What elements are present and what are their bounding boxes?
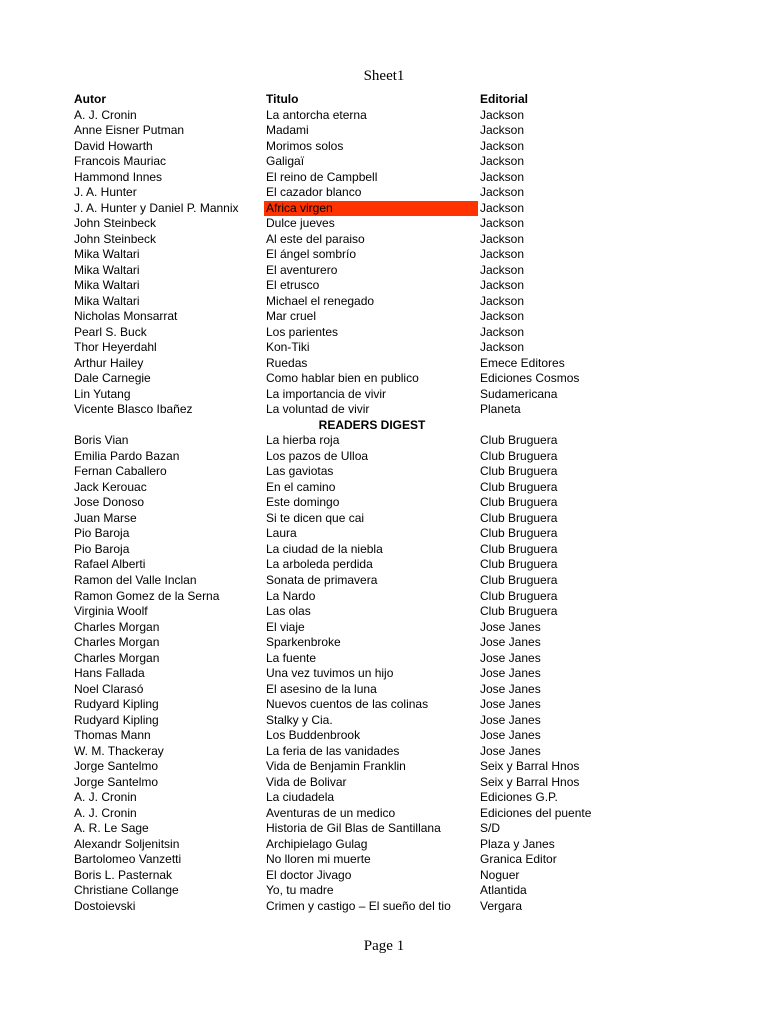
table-row — [72, 899, 632, 915]
column-header-titulo: Titulo — [266, 92, 299, 106]
cell-titulo: El doctor Jivago — [266, 867, 352, 882]
cell-autor: Christiane Collange — [74, 883, 179, 898]
cell-autor: Dale Carnegie — [74, 371, 151, 386]
cell-titulo: Una vez tuvimos un hijo — [266, 666, 394, 681]
table-row — [72, 821, 632, 837]
cell-titulo: La Nardo — [266, 588, 316, 603]
cell-autor: Rafael Alberti — [74, 557, 146, 572]
cell-editorial: Seix y Barral Hnos — [480, 774, 580, 789]
cell-titulo: Stalky y Cia. — [266, 712, 333, 727]
cell-autor: Jack Kerouac — [74, 479, 147, 494]
cell-autor: Charles Morgan — [74, 619, 160, 634]
table-row — [72, 604, 632, 620]
cell-titulo: Kon-Tiki — [266, 340, 310, 355]
cell-autor: Vicente Blasco Ibañez — [74, 402, 193, 417]
cell-autor: Nicholas Monsarrat — [74, 309, 178, 324]
cell-autor: A. J. Cronin — [74, 107, 137, 122]
cell-titulo: Historia de Gil Blas de Santillana — [266, 821, 441, 836]
cell-autor: Thor Heyerdahl — [74, 340, 157, 355]
page-footer: Page 1 — [363, 938, 405, 954]
cell-titulo: La importancia de vivir — [266, 386, 387, 401]
cell-titulo: El viaje — [266, 619, 305, 634]
cell-titulo: Si te dicen que cai — [266, 510, 365, 525]
cell-titulo: Ruedas — [266, 355, 308, 370]
cell-autor: Jorge Santelmo — [74, 774, 159, 789]
cell-autor: Ramon del Valle Inclan — [74, 572, 197, 587]
table-row — [72, 139, 632, 155]
cell-titulo: En el camino — [266, 479, 336, 494]
cell-editorial: Club Bruguera — [480, 448, 558, 463]
section-header-row — [72, 418, 632, 434]
cell-autor: John Steinbeck — [74, 216, 157, 231]
cell-editorial: Jackson — [480, 340, 525, 355]
cell-editorial: Jose Janes — [480, 728, 541, 743]
cell-autor: Jose Donoso — [74, 495, 145, 510]
table-row — [72, 170, 632, 186]
cell-titulo: El etrusco — [266, 278, 320, 293]
cell-editorial: Jose Janes — [480, 712, 541, 727]
cell-editorial: Planeta — [480, 402, 521, 417]
cell-editorial: Club Bruguera — [480, 495, 558, 510]
cell-autor: Pio Baroja — [74, 541, 130, 556]
cell-autor: Mika Waltari — [74, 278, 140, 293]
cell-autor: Mika Waltari — [74, 262, 140, 277]
table-row — [72, 775, 632, 791]
cell-editorial: Ediciones G.P. — [480, 790, 558, 805]
table-row — [72, 589, 632, 605]
cell-editorial: Club Bruguera — [480, 572, 558, 587]
cell-titulo: Crimen y castigo – El sueño del tio — [266, 898, 451, 913]
cell-editorial: Jose Janes — [480, 681, 541, 696]
cell-editorial: Jose Janes — [480, 697, 541, 712]
table-row — [72, 744, 632, 760]
cell-editorial: Club Bruguera — [480, 479, 558, 494]
cell-autor: Alexandr Soljenitsin — [74, 836, 180, 851]
cell-titulo: La voluntad de vivir — [266, 402, 370, 417]
cell-autor: Noel Clarasó — [74, 681, 144, 696]
table-row — [72, 697, 632, 713]
cell-editorial: Club Bruguera — [480, 557, 558, 572]
table-row — [72, 294, 632, 310]
cell-editorial: Jackson — [480, 154, 525, 169]
table-row — [72, 216, 632, 232]
cell-titulo: No lloren mi muerte — [266, 852, 371, 867]
cell-autor: Anne Eisner Putman — [74, 123, 185, 138]
table-row — [72, 108, 632, 124]
cell-editorial: Jackson — [480, 231, 525, 246]
cell-autor: Fernan Caballero — [74, 464, 167, 479]
cell-autor: Lin Yutang — [74, 386, 131, 401]
cell-editorial: Club Bruguera — [480, 588, 558, 603]
cell-editorial: Granica Editor — [480, 852, 557, 867]
cell-titulo: Las gaviotas — [266, 464, 334, 479]
cell-titulo: El cazador blanco — [266, 185, 362, 200]
cell-editorial: Jose Janes — [480, 743, 541, 758]
cell-titulo: Sparkenbroke — [266, 635, 341, 650]
table-row — [72, 449, 632, 465]
table-row — [72, 232, 632, 248]
cell-editorial: Jackson — [480, 216, 525, 231]
cell-titulo: Vida de Benjamin Franklin — [266, 759, 406, 774]
cell-editorial: Jackson — [480, 309, 525, 324]
cell-editorial: Ediciones Cosmos — [480, 371, 580, 386]
cell-editorial: Seix y Barral Hnos — [480, 759, 580, 774]
table-row — [72, 263, 632, 279]
cell-editorial: Plaza y Janes — [480, 836, 555, 851]
cell-autor: Hans Fallada — [74, 666, 145, 681]
cell-titulo: Laura — [266, 526, 297, 541]
cell-titulo: Madami — [266, 123, 309, 138]
cell-titulo: Yo, tu madre — [266, 883, 334, 898]
table-row — [72, 433, 632, 449]
table-row — [72, 340, 632, 356]
cell-titulo: Nuevos cuentos de las colinas — [266, 697, 429, 712]
table-body — [72, 108, 632, 915]
table-row — [72, 495, 632, 511]
cell-editorial: Jackson — [480, 247, 525, 262]
cell-editorial: Jose Janes — [480, 666, 541, 681]
cell-autor: Charles Morgan — [74, 635, 160, 650]
cell-titulo: La feria de las vanidades — [266, 743, 400, 758]
cell-autor: Mika Waltari — [74, 293, 140, 308]
cell-titulo: Aventuras de un medico — [266, 805, 396, 820]
table-row — [72, 247, 632, 263]
cell-editorial: Club Bruguera — [480, 541, 558, 556]
cell-autor: Hammond Innes — [74, 169, 163, 184]
cell-titulo: Dulce jueves — [266, 216, 335, 231]
cell-titulo: La ciudadela — [266, 790, 335, 805]
table-row — [72, 402, 632, 418]
cell-editorial: Jose Janes — [480, 650, 541, 665]
table-row — [72, 635, 632, 651]
cell-titulo: Sonata de primavera — [266, 572, 378, 587]
cell-editorial: Noguer — [480, 867, 520, 882]
cell-autor: Francois Mauriac — [74, 154, 167, 169]
table-row — [72, 371, 632, 387]
cell-titulo: Michael el renegado — [266, 293, 375, 308]
cell-titulo: Como hablar bien en publico — [266, 371, 419, 386]
cell-autor: Juan Marse — [74, 510, 137, 525]
cell-autor: Rudyard Kipling — [74, 712, 159, 727]
cell-autor: A. J. Cronin — [74, 805, 137, 820]
cell-titulo: Mar cruel — [266, 309, 317, 324]
table-row — [72, 325, 632, 341]
cell-titulo: Vida de Bolivar — [266, 774, 347, 789]
table-row — [72, 883, 632, 899]
table-row — [72, 728, 632, 744]
table-row — [72, 154, 632, 170]
cell-editorial: Jackson — [480, 185, 525, 200]
cell-autor: W. M. Thackeray — [74, 743, 164, 758]
cell-titulo: Archipielago Gulag — [266, 836, 368, 851]
cell-titulo-highlighted: Africa virgen — [264, 201, 478, 217]
cell-titulo: Los parientes — [266, 324, 339, 339]
cell-autor: Pearl S. Buck — [74, 324, 147, 339]
cell-editorial: Jackson — [480, 200, 525, 215]
table-header-row — [72, 92, 632, 108]
table-row — [72, 511, 632, 527]
table-row — [72, 790, 632, 806]
cell-titulo: El reino de Campbell — [266, 169, 378, 184]
table-row — [72, 759, 632, 775]
cell-autor: J. A. Hunter — [74, 185, 137, 200]
table-row — [72, 123, 632, 139]
cell-autor: Boris Vian — [74, 433, 129, 448]
cell-editorial: Club Bruguera — [480, 526, 558, 541]
cell-editorial: Jose Janes — [480, 635, 541, 650]
cell-autor: Bartolomeo Vanzetti — [74, 852, 182, 867]
table-row — [72, 526, 632, 542]
cell-autor: Boris L. Pasternak — [74, 867, 173, 882]
cell-titulo: Este domingo — [266, 495, 340, 510]
cell-titulo: Morimos solos — [266, 138, 344, 153]
table-row — [72, 620, 632, 636]
cell-editorial: Jackson — [480, 138, 525, 153]
cell-editorial: Club Bruguera — [480, 604, 558, 619]
cell-editorial: Club Bruguera — [480, 510, 558, 525]
cell-titulo: Los Buddenbrook — [266, 728, 361, 743]
cell-editorial: Jackson — [480, 293, 525, 308]
cell-autor: Arthur Hailey — [74, 355, 144, 370]
cell-autor: Pio Baroja — [74, 526, 130, 541]
cell-autor: A. R. Le Sage — [74, 821, 149, 836]
cell-editorial: Jackson — [480, 107, 525, 122]
cell-autor: David Howarth — [74, 138, 153, 153]
cell-titulo: Galigaï — [266, 154, 305, 169]
cell-titulo: La antorcha eterna — [266, 107, 367, 122]
cell-autor: Virginia Woolf — [74, 604, 148, 619]
table-row — [72, 185, 632, 201]
table-row — [72, 666, 632, 682]
cell-editorial: Jackson — [480, 262, 525, 277]
cell-autor: Emilia Pardo Bazan — [74, 448, 180, 463]
cell-titulo: La fuente — [266, 650, 317, 665]
cell-editorial: Jackson — [480, 169, 525, 184]
cell-editorial: Emece Editores — [480, 355, 565, 370]
cell-editorial: Jackson — [480, 324, 525, 339]
cell-editorial: Club Bruguera — [480, 433, 558, 448]
cell-titulo: La ciudad de la niebla — [266, 541, 383, 556]
cell-editorial: Vergara — [480, 898, 523, 913]
table-row — [72, 837, 632, 853]
cell-editorial: Club Bruguera — [480, 464, 558, 479]
cell-autor: John Steinbeck — [74, 231, 157, 246]
table-row — [72, 309, 632, 325]
cell-editorial: S/D — [480, 821, 501, 836]
cell-editorial: Jose Janes — [480, 619, 541, 634]
cell-titulo: El asesino de la luna — [266, 681, 377, 696]
table-row — [72, 387, 632, 403]
cell-autor: A. J. Cronin — [74, 790, 137, 805]
table-row — [72, 480, 632, 496]
table-row — [72, 464, 632, 480]
table-row — [72, 542, 632, 558]
table-row — [72, 682, 632, 698]
cell-editorial: Jackson — [480, 278, 525, 293]
cell-titulo: Las olas — [266, 604, 311, 619]
table-row — [72, 806, 632, 822]
section-label: READERS DIGEST — [318, 417, 426, 432]
cell-titulo: La hierba roja — [266, 433, 340, 448]
cell-editorial: Atlantida — [480, 883, 527, 898]
cell-autor: Dostoievski — [74, 898, 136, 913]
cell-editorial: Ediciones del puente — [480, 805, 592, 820]
cell-titulo: Los pazos de Ulloa — [266, 448, 369, 463]
table-row — [72, 713, 632, 729]
column-header-editorial: Editorial — [480, 92, 529, 106]
table-row — [72, 573, 632, 589]
table-row — [72, 852, 632, 868]
cell-autor: Thomas Mann — [74, 728, 151, 743]
table-row — [72, 557, 632, 573]
cell-editorial: Jackson — [480, 123, 525, 138]
cell-titulo: El aventurero — [266, 262, 338, 277]
table-row — [72, 278, 632, 294]
cell-autor: Ramon Gomez de la Serna — [74, 588, 220, 603]
cell-autor: Jorge Santelmo — [74, 759, 159, 774]
cell-autor: Mika Waltari — [74, 247, 140, 262]
cell-autor: J. A. Hunter y Daniel P. Mannix — [74, 200, 239, 215]
cell-autor: Rudyard Kipling — [74, 697, 159, 712]
column-header-autor: Autor — [74, 92, 106, 106]
table-row — [72, 356, 632, 372]
cell-editorial: Sudamericana — [480, 386, 558, 401]
cell-titulo: La arboleda perdida — [266, 557, 373, 572]
table-row — [72, 651, 632, 667]
cell-titulo: Al este del paraiso — [266, 231, 365, 246]
books-table — [72, 92, 632, 914]
table-row — [72, 201, 632, 217]
cell-autor: Charles Morgan — [74, 650, 160, 665]
table-row — [72, 868, 632, 884]
cell-titulo: El ángel sombrío — [266, 247, 357, 262]
sheet-title: Sheet1 — [363, 68, 405, 84]
